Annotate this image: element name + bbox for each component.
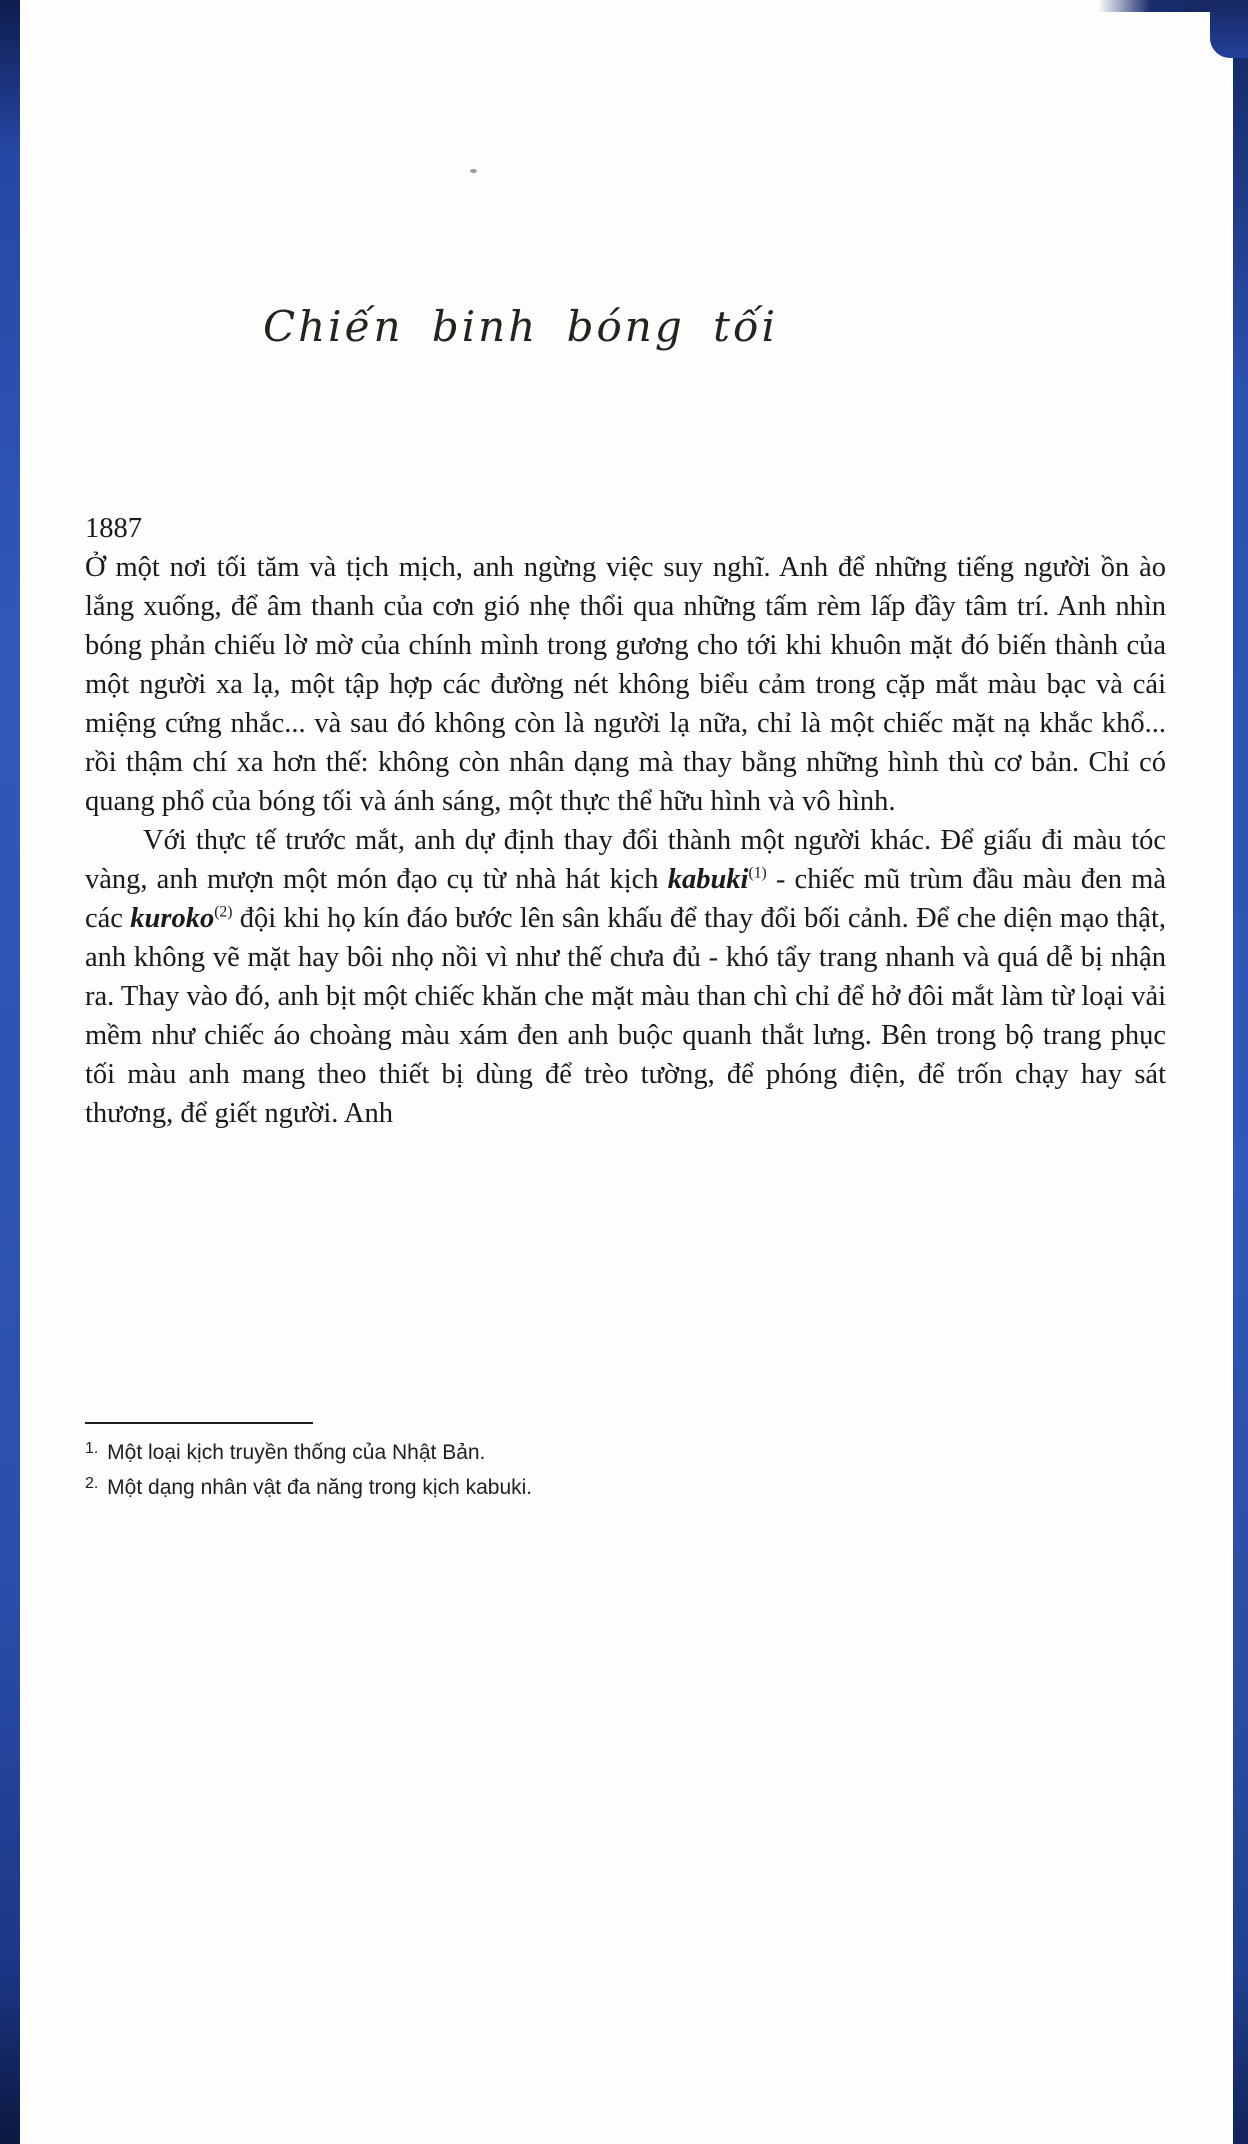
paragraph (85, 548, 1166, 821)
body-text (85, 509, 1166, 1133)
chapter-title: Chiến binh bóng tối (263, 302, 779, 351)
scan-edge-left (0, 0, 20, 2144)
paragraph-segment-italic: kuroko (130, 903, 215, 934)
paragraph-segment: đội khi họ kín đáo bước lên sân khấu để thay đổi bối cảnh. Để che diện mạo thật, anh không vẽ mặt hay bôi nhọ nồi vì như thế chưa đủ - khó tẩy trang nhanh và quá dễ bị nhận ra. Thay vào đó, anh bịt một chiếc khăn che mặt màu than chì chỉ để hở đôi mắt làm từ loại vải mềm như chiếc áo choàng màu xám đen anh buộc quanh thắt lưng. Bên trong bộ trang phục tối màu anh mang theo thiết bị dùng để trèo tường, để phóng điện, để trốn chạy hay sát thương, để giết người. Anh (85, 903, 1167, 1129)
year-heading: 1887 (85, 513, 142, 544)
footnote-item (85, 1468, 985, 1503)
footnote-list (85, 1433, 985, 1503)
footnote-text: Một dạng nhân vật đa năng trong kịch kabuki. (101, 1476, 533, 1499)
footnote-item (85, 1433, 985, 1468)
paragraphs (85, 548, 1166, 1133)
scan-corner-mark (1210, 0, 1248, 58)
footnote-number: 2. (85, 1475, 99, 1492)
footnote-text: Một loại kịch truyền thống của Nhật Bản. (101, 1441, 486, 1464)
paragraph-segment-italic: kabuki (667, 864, 749, 895)
footnote-number: 1. (85, 1440, 99, 1457)
paragraph-segment: - chiếc mũ trùm đầu màu đen mà các (85, 864, 1166, 934)
page-content (85, 0, 1166, 1133)
footnotes-section (85, 1422, 985, 1503)
paragraph-segment: Với thực tế trước mắt, anh dự định thay đổi thành một người khác. Để giấu đi màu tóc vàng, anh mượn một món đạo cụ từ nhà hát kịch (85, 825, 1166, 895)
paragraph-segment-sup: (1) (748, 864, 767, 882)
paragraph-segment-sup: (2) (214, 903, 233, 921)
paragraph (85, 821, 1166, 1133)
scan-edge-right (1233, 0, 1248, 2144)
paragraph-segment: Ở một nơi tối tăm và tịch mịch, anh ngừng việc suy nghĩ. Anh để những tiếng người ồn ào lắng xuống, để âm thanh của cơn gió nhẹ thổi qua những tấm rèm lấp đầy tâm trí. Anh nhìn bóng phản chiếu lờ mờ của chính mình trong gương cho tới khi khuôn mặt đó biến thành của một người xa lạ, một tập hợp các đường nét không biểu cảm trong cặp mắt màu bạc và cái miệng cứng nhắc... và sau đó không còn là người lạ nữa, chỉ là một chiếc mặt nạ khắc khổ... rồi thậm chí xa hơn thế: không còn nhân dạng mà thay bằng những hình thù cơ bản. Chỉ có quang phổ của bóng tối và ánh sáng, một thực thể hữu hình và vô hình. (85, 552, 1166, 817)
footnote-divider (85, 1422, 313, 1424)
